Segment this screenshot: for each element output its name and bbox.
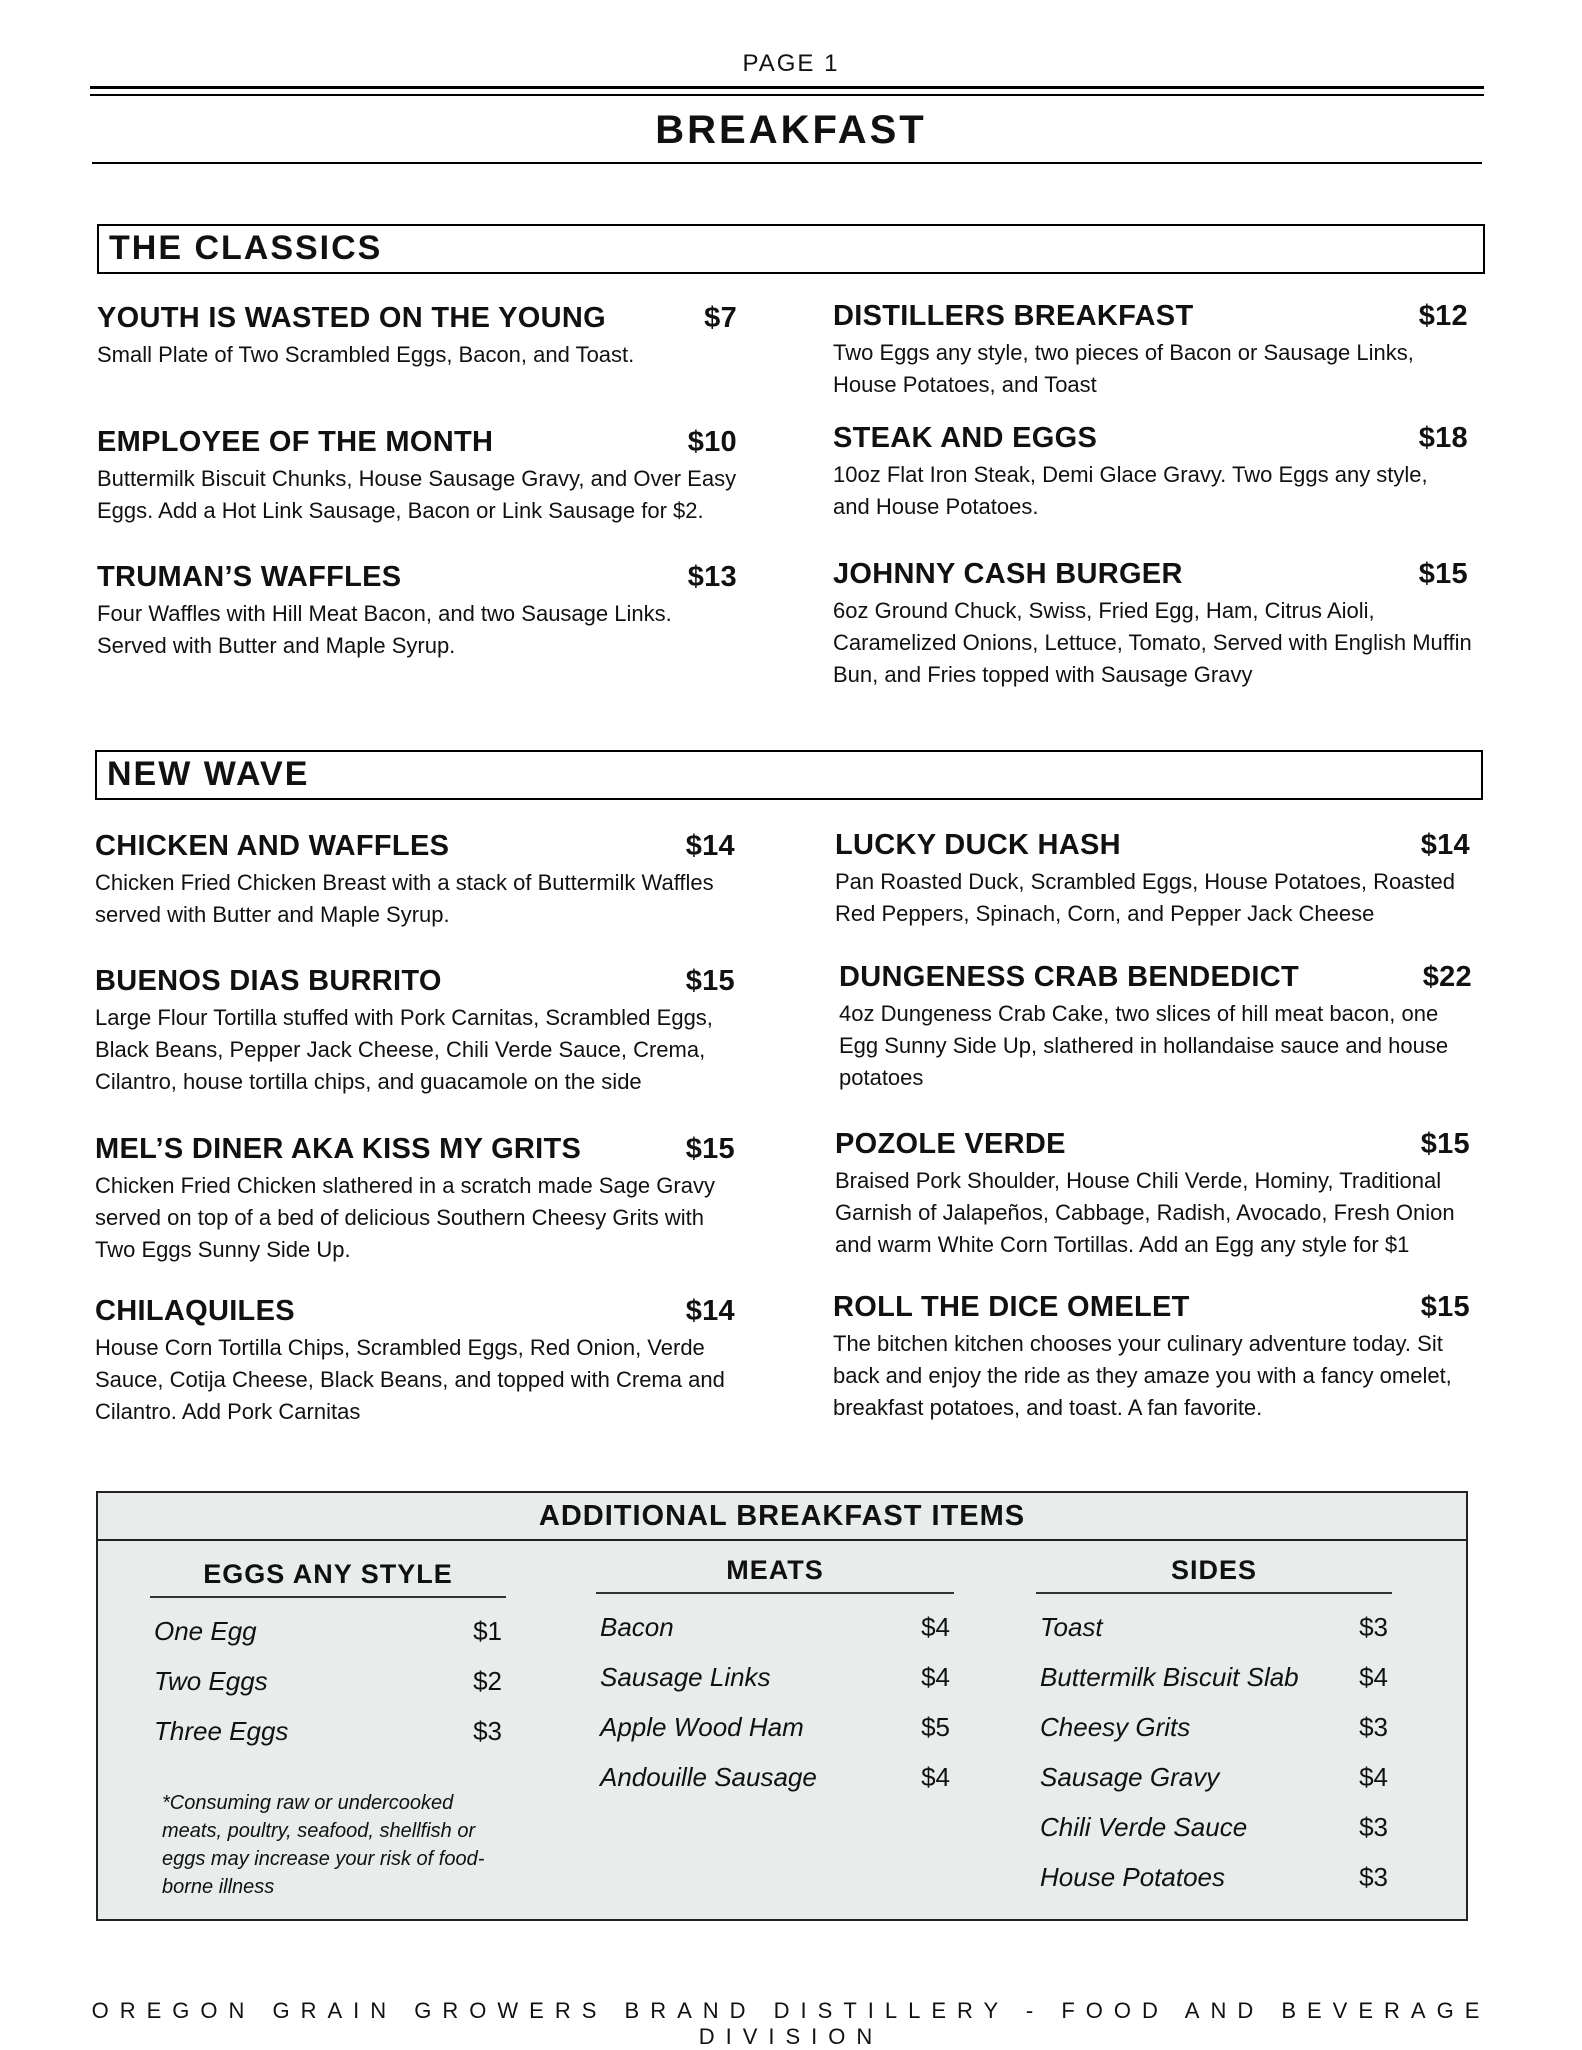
item-price: $15 xyxy=(1420,1291,1470,1323)
item-name: YOUTH IS WASTED ON THE YOUNG xyxy=(97,302,606,334)
item-price: $10 xyxy=(687,426,737,458)
item-description: Four Waffles with Hill Meat Bacon, and two Sausage Links. Served with Butter and Maple Syrup. xyxy=(97,601,672,658)
additional-items-title: ADDITIONAL BREAKFAST ITEMS xyxy=(98,1493,1466,1541)
meats-column xyxy=(596,1555,954,1802)
food-safety-notice: *Consuming raw or undercooked meats, poultry, seafood, shellfish or eggs may increase your risk of food-borne illness xyxy=(162,1792,485,1898)
menu-item xyxy=(95,830,735,931)
item-price: $4 xyxy=(921,1612,950,1642)
item-description: 4oz Dungeness Crab Cake, two slices of hill meat bacon, one Egg Sunny Side Up, slathered in hollandaise sauce and house potatoes xyxy=(839,1001,1449,1090)
list-item xyxy=(1036,1702,1392,1752)
item-price: $4 xyxy=(1359,1762,1388,1792)
item-name: Buttermilk Biscuit Slab xyxy=(1040,1662,1299,1692)
item-name: ROLL THE DICE OMELET xyxy=(833,1291,1190,1323)
section-title-new-wave: NEW WAVE xyxy=(95,750,1483,800)
menu-item xyxy=(833,558,1483,691)
item-price: $1 xyxy=(473,1616,502,1646)
item-name: Cheesy Grits xyxy=(1040,1712,1191,1742)
item-name: Toast xyxy=(1040,1612,1103,1642)
item-description: Buttermilk Biscuit Chunks, House Sausage Gravy, and Over Easy Eggs. Add a Hot Link Sausage, Bacon or Link Sausage for $2. xyxy=(97,466,737,523)
item-price: $3 xyxy=(1359,1862,1388,1892)
item-name: LUCKY DUCK HASH xyxy=(835,829,1121,861)
menu-item xyxy=(97,302,737,371)
item-description: 6oz Ground Chuck, Swiss, Fried Egg, Ham, Citrus Aioli, Caramelized Onions, Lettuce, Tomato, Served with English Muffin Bun, and Fries topped with Sausage Gravy xyxy=(833,598,1472,687)
item-name: STEAK AND EGGS xyxy=(833,422,1098,454)
section-title-classics: THE CLASSICS xyxy=(97,224,1485,274)
item-name: Two Eggs xyxy=(154,1666,268,1696)
item-price: $14 xyxy=(1420,829,1470,861)
menu-item xyxy=(95,1295,735,1428)
sides-heading: SIDES xyxy=(1036,1555,1392,1594)
item-price: $3 xyxy=(473,1716,502,1746)
item-name: CHILAQUILES xyxy=(95,1295,295,1327)
item-name: Sausage Gravy xyxy=(1040,1762,1220,1792)
menu-item xyxy=(835,829,1470,930)
item-description: The bitchen kitchen chooses your culinary adventure today. Sit back and enjoy the ride as they amaze you with a fancy omelet, breakfast potatoes, and toast. A fan favorite. xyxy=(833,1331,1452,1420)
item-name: Bacon xyxy=(600,1612,674,1642)
menu-item xyxy=(833,300,1468,401)
item-price: $18 xyxy=(1418,422,1468,454)
eggs-column xyxy=(150,1559,506,1756)
menu-item xyxy=(97,561,737,662)
list-item xyxy=(1036,1602,1392,1652)
item-price: $2 xyxy=(473,1666,502,1696)
list-item xyxy=(1036,1852,1392,1902)
item-description: Chicken Fried Chicken slathered in a scratch made Sage Gravy served on top of a bed of delicious Southern Cheesy Grits with Two Eggs Sunny Side Up. xyxy=(95,1173,715,1262)
item-name: One Egg xyxy=(154,1616,257,1646)
item-price: $14 xyxy=(685,1295,735,1327)
item-name: CHICKEN AND WAFFLES xyxy=(95,830,450,862)
footer-text: OREGON GRAIN GROWERS BRAND DISTILLERY - FOOD AND BEVERAGE DIVISION xyxy=(91,1998,1491,2049)
list-item xyxy=(596,1652,954,1702)
item-name: DUNGENESS CRAB BENDEDICT xyxy=(839,961,1299,993)
item-name: Three Eggs xyxy=(154,1716,289,1746)
list-item xyxy=(150,1706,506,1756)
menu-item xyxy=(835,1128,1470,1261)
item-price: $15 xyxy=(1420,1128,1470,1160)
menu-item xyxy=(97,426,737,527)
item-price: $4 xyxy=(921,1762,950,1792)
header-rule-top xyxy=(90,86,1484,89)
item-price: $15 xyxy=(1418,558,1468,590)
list-item xyxy=(596,1702,954,1752)
item-name: Andouille Sausage xyxy=(600,1762,817,1792)
item-description: Large Flour Tortilla stuffed with Pork Carnitas, Scrambled Eggs, Black Beans, Pepper Jack Cheese, Chili Verde Sauce, Crema, Cilantro, house tortilla chips, and guacamole on the side xyxy=(95,1005,713,1094)
item-name: TRUMAN’S WAFFLES xyxy=(97,561,402,593)
item-price: $5 xyxy=(921,1712,950,1742)
item-name: House Potatoes xyxy=(1040,1862,1226,1892)
menu-item xyxy=(95,965,735,1098)
list-item xyxy=(1036,1802,1392,1852)
item-name: JOHNNY CASH BURGER xyxy=(833,558,1183,590)
title-underline xyxy=(92,162,1482,164)
list-item xyxy=(1036,1752,1392,1802)
item-description: Chicken Fried Chicken Breast with a stack of Buttermilk Waffles served with Butter and Maple Syrup. xyxy=(95,870,714,927)
item-price: $15 xyxy=(685,965,735,997)
list-item xyxy=(150,1656,506,1706)
list-item xyxy=(596,1602,954,1652)
item-price: $14 xyxy=(685,830,735,862)
list-item xyxy=(596,1752,954,1802)
item-price: $12 xyxy=(1418,300,1468,332)
list-item xyxy=(150,1606,506,1656)
sides-column xyxy=(1036,1555,1392,1902)
item-name: BUENOS DIAS BURRITO xyxy=(95,965,442,997)
item-name: Sausage Links xyxy=(600,1662,771,1692)
item-price: $13 xyxy=(687,561,737,593)
list-item xyxy=(1036,1652,1392,1702)
item-price: $22 xyxy=(1422,961,1472,993)
additional-items-panel xyxy=(96,1491,1468,1921)
item-price: $3 xyxy=(1359,1712,1388,1742)
item-name: DISTILLERS BREAKFAST xyxy=(833,300,1194,332)
item-price: $15 xyxy=(685,1133,735,1165)
item-name: EMPLOYEE OF THE MONTH xyxy=(97,426,494,458)
page-label: PAGE 1 xyxy=(742,50,840,77)
item-description: Two Eggs any style, two pieces of Bacon or Sausage Links, House Potatoes, and Toast xyxy=(833,340,1414,397)
item-description: 10oz Flat Iron Steak, Demi Glace Gravy. Two Eggs any style, and House Potatoes. xyxy=(833,462,1428,519)
item-description: Pan Roasted Duck, Scrambled Eggs, House Potatoes, Roasted Red Peppers, Spinach, Corn, and Pepper Jack Cheese xyxy=(835,869,1456,926)
item-name: Apple Wood Ham xyxy=(600,1712,804,1742)
page-title: BREAKFAST xyxy=(655,108,927,152)
menu-item xyxy=(839,961,1472,1094)
header-rule-second xyxy=(90,94,1484,96)
menu-item xyxy=(833,422,1468,523)
menu-item xyxy=(833,1291,1470,1424)
item-name: Chili Verde Sauce xyxy=(1040,1812,1248,1842)
meats-heading: MEATS xyxy=(596,1555,954,1594)
item-price: $3 xyxy=(1359,1812,1388,1842)
menu-item xyxy=(95,1133,735,1266)
item-description: Small Plate of Two Scrambled Eggs, Bacon, and Toast. xyxy=(97,342,635,367)
item-price: $7 xyxy=(704,302,737,334)
item-description: House Corn Tortilla Chips, Scrambled Eggs, Red Onion, Verde Sauce, Cotija Cheese, Black Beans, and topped with Crema and Cilantro. Add Pork Carnitas xyxy=(95,1335,725,1424)
eggs-heading: EGGS ANY STYLE xyxy=(150,1559,506,1598)
item-price: $4 xyxy=(1359,1662,1388,1692)
item-name: POZOLE VERDE xyxy=(835,1128,1066,1160)
item-price: $3 xyxy=(1359,1612,1388,1642)
item-description: Braised Pork Shoulder, House Chili Verde, Hominy, Traditional Garnish of Jalapeños, Cabbage, Radish, Avocado, Fresh Onion and warm White Corn Tortillas. Add an Egg any style for $1 xyxy=(835,1168,1455,1257)
item-name: MEL’S DINER AKA KISS MY GRITS xyxy=(95,1133,582,1165)
item-price: $4 xyxy=(921,1662,950,1692)
